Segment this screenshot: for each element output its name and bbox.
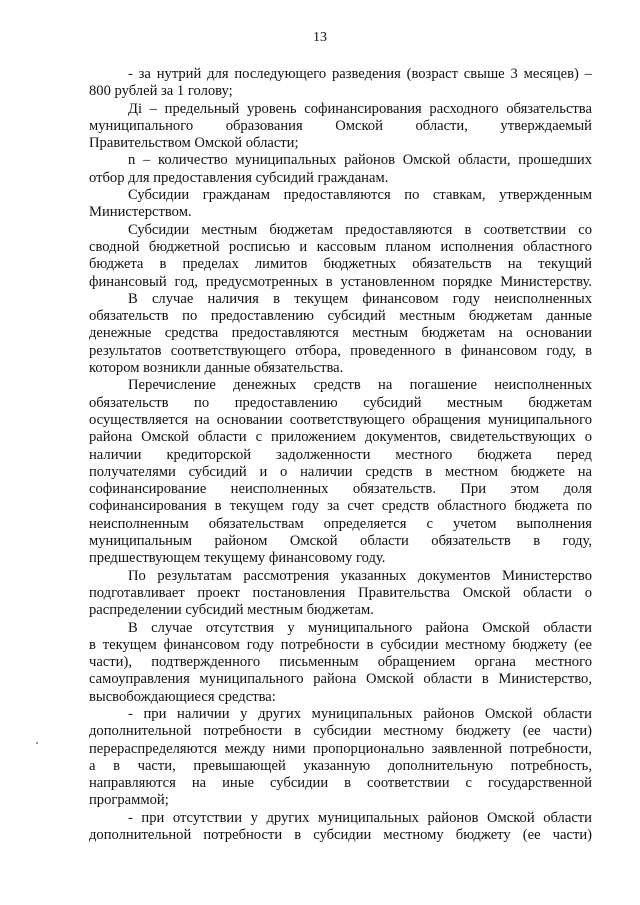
text-line: муниципальным районом Омской области обязательств в году,: [89, 533, 592, 550]
text-line: отбор для предоставления субсидий гражданам.: [89, 169, 389, 186]
text-line: бюджета в пределах лимитов бюджетных обязательств на текущий: [89, 256, 592, 273]
text-line: Правительством Омской области;: [89, 135, 299, 152]
text-line: сводной бюджетной росписью и кассовым планом исполнения областного: [89, 238, 592, 255]
document-body: [89, 66, 592, 844]
text-line: высвобождающиеся средства:: [89, 688, 276, 705]
text-line: Субсидии гражданам предоставляются по ставкам, утвержденным: [128, 187, 592, 204]
margin-dot: [36, 742, 38, 744]
text-line: неисполненным обязательствам определяется с учетом выполнения: [89, 515, 592, 532]
text-line: денежные средства предоставляются местным бюджетам на основании: [89, 325, 592, 342]
text-line: Дi – предельный уровень софинансирования расходного обязательства: [128, 100, 592, 117]
text-line: перераспределяются между ними пропорционально заявленной потребности,: [89, 740, 592, 757]
text-line: обязательств по предоставлению субсидий местным бюджетам: [89, 394, 592, 411]
text-line: Перечисление денежных средств на погашение неисполненных: [128, 377, 592, 394]
text-line: программой;: [89, 792, 169, 809]
text-line: обязательств по предоставлению субсидий местным бюджетам данные: [89, 308, 592, 325]
text-line: предшествующем текущему финансовому году.: [89, 550, 386, 567]
text-line: дополнительной потребности в субсидии местному бюджету (ее части): [89, 723, 592, 740]
text-line: получателями субсидий и о наличии средств в местном бюджете на: [89, 463, 592, 480]
text-line: дополнительной потребности в субсидии местному бюджету (ее части): [89, 827, 592, 844]
text-line: софинансирование неисполненных обязательств. При этом доля: [89, 481, 592, 498]
page-number: 13: [313, 30, 327, 45]
text-line: 800 рублей за 1 голову;: [89, 83, 233, 100]
text-line: В случае отсутствия у муниципального района Омской области: [128, 619, 592, 636]
text-line: результатов соответствующего отбора, проведенного в финансовом году, в: [89, 342, 592, 359]
text-line: района Омской области с приложением документов, свидетельствующих о: [89, 429, 592, 446]
text-line: наличии кредиторской задолженности местного бюджета перед: [89, 446, 592, 463]
text-line: подготавливает проект постановления Правительства Омской области о: [89, 584, 592, 601]
text-line: Министерством.: [89, 204, 192, 221]
text-line: части), подтвержденного письменным обращением органа местного: [89, 654, 592, 671]
text-line: в текущем финансовом году потребности в субсидии местному бюджету (ее: [89, 636, 592, 653]
text-line: В случае наличия в текущем финансовом году неисполненных: [128, 290, 592, 307]
text-line: самоуправления муниципального района Омской области в Министерство,: [89, 671, 592, 688]
text-line: софинансирования в текущем году за счет средств областного бюджета по: [89, 498, 592, 515]
text-line: По результатам рассмотрения указанных документов Министерство: [128, 567, 592, 584]
text-line: котором возникли данные обязательства.: [89, 360, 344, 377]
text-line: - при отсутствии у других муниципальных районов Омской области: [128, 809, 592, 826]
text-line: - при наличии у других муниципальных районов Омской области: [128, 705, 592, 722]
text-line: Субсидии местным бюджетам предоставляются в соответствии со: [128, 221, 592, 238]
text-line: осуществляется на основании соответствующего обращения муниципального: [89, 411, 592, 428]
text-line: n – количество муниципальных районов Омской области, прошедших: [128, 152, 592, 169]
text-line: - за нутрий для последующего разведения (возраст свыше 3 месяцев) –: [128, 66, 592, 82]
text-line: направляются на иные субсидии в соответствии с государственной: [89, 775, 592, 792]
text-line: финансовый год, предусмотренных в установленном порядке Министерству.: [89, 273, 592, 290]
text-line: муниципального образования Омской области, утверждаемый: [89, 117, 592, 134]
text-line: а в части, превышающей указанную дополнительную потребность,: [89, 757, 592, 774]
text-line: распределении субсидий местным бюджетам.: [89, 602, 374, 619]
